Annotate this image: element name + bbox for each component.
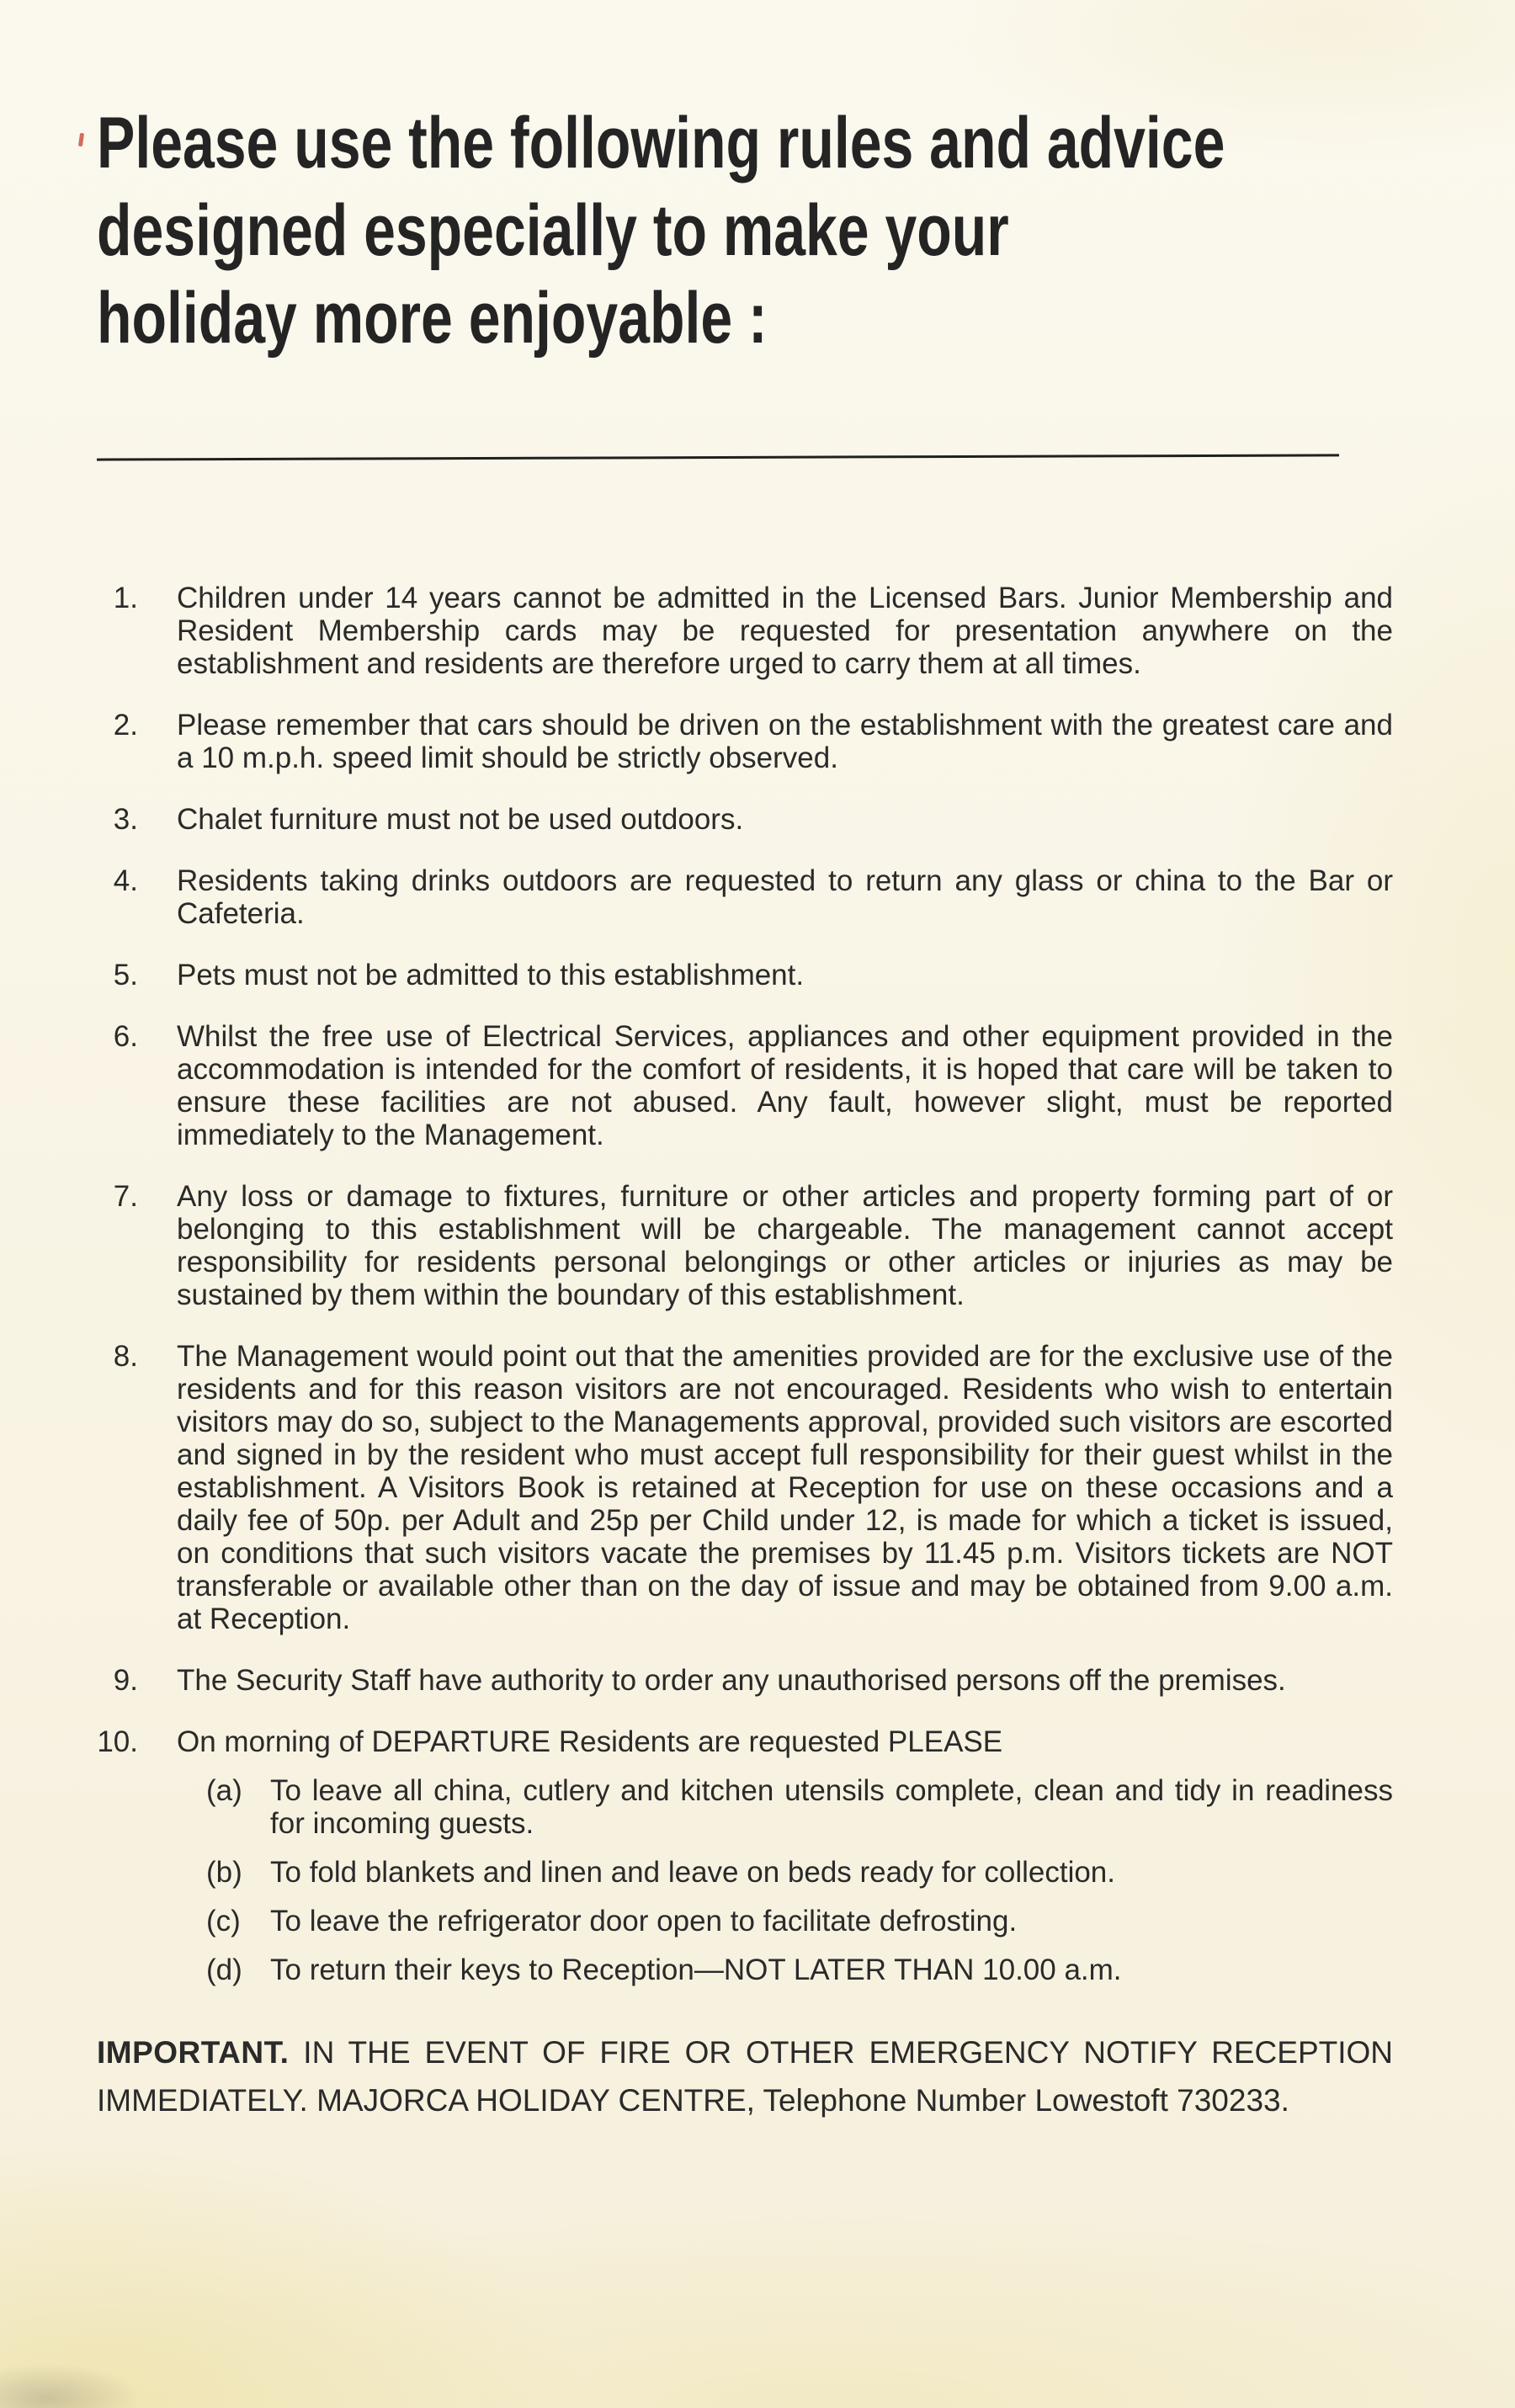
rule-item-1 [97, 582, 1393, 680]
rule-number: 10. [97, 1725, 138, 1758]
important-label: IMPORTANT. [97, 2035, 290, 2070]
page-title-line-1: Please use the following rules and advice [97, 103, 1225, 183]
rule-number: 5. [113, 959, 138, 991]
rule-text: Any loss or damage to fixtures, furniture or other articles and property forming part of or belonging to this establishment will be chargeable. The management cannot accept responsibility for residents personal belongings or other articles or injuries as may be sustained by them within the boundary of this establishment. [177, 1180, 1393, 1311]
rule-text: Please remember that cars should be driven on the establishment with the greatest care and a 10 m.p.h. speed limit should be strictly observed. [177, 709, 1393, 774]
subitem-label: (a) [206, 1774, 242, 1807]
rules-list [97, 582, 1393, 1986]
rule-text: On morning of DEPARTURE Residents are requested PLEASE [177, 1725, 1003, 1758]
rule-number: 4. [113, 864, 138, 897]
rule-number: 3. [113, 803, 138, 836]
subitem-text: To leave the refrigerator door open to facilitate defrosting. [270, 1905, 1018, 1938]
subitem-text: To return their keys to Reception—NOT LATER THAN 10.00 a.m. [270, 1954, 1122, 1986]
rule-text: Residents taking drinks outdoors are requested to return any glass or china to the Bar or Cafeteria. [177, 864, 1393, 930]
rule-item-5 [97, 959, 1393, 991]
rule-text: Whilst the free use of Electrical Services, appliances and other equipment provided in the accommodation is intended for the comfort of residents, it is hoped that care will be taken to ensure these facilities are not abused. Any fault, however slight, must be reported immediately to the Management. [177, 1020, 1393, 1151]
subitem-label: (d) [206, 1954, 242, 1986]
subitem-label: (b) [206, 1856, 242, 1889]
rule-item-6 [97, 1020, 1393, 1151]
important-text: IN THE EVENT OF FIRE OR OTHER EMERGENCY NOTIFY RECEPTION IMMEDIATELY. MAJORCA HOLIDAY CENTRE, Telephone Number Lowestoft 730233. [97, 2035, 1394, 2118]
rule-number: 7. [113, 1180, 138, 1213]
rule-text: Chalet furniture must not be used outdoors. [177, 803, 744, 836]
rule-item-8 [97, 1340, 1393, 1635]
subitem-text: To fold blankets and linen and leave on beds ready for collection. [270, 1856, 1115, 1889]
rule-10-subitem-c [206, 1905, 1393, 1938]
subitem-text: To leave all china, cutlery and kitchen utensils complete, clean and tidy in readiness for incoming guests. [270, 1774, 1393, 1840]
scan-artifact-red-mark [78, 133, 84, 147]
rule-10-subitem-d [206, 1954, 1393, 1986]
rule-item-10 [97, 1725, 1393, 1986]
rule-number: 1. [113, 582, 138, 614]
rule-10-body [177, 1725, 1393, 1986]
rule-10-subitem-a [206, 1774, 1393, 1840]
rule-text: The Management would point out that the amenities provided are for the exclusive use of the residents and for this reason visitors are not encouraged. Residents who wish to entertain visitors may do so, subject to the Managements approval, provided such visitors are escorted and signed in by the resident who must accept full responsibility for their guest whilst in the establishment. A Visitors Book is retained at Reception for use on these occasions and a daily fee of 50p. per Adult and 25p per Child under 12, is made for which a ticket is issued, on conditions that such visitors vacate the premises by 11.45 p.m. Visitors tickets are NOT transferable or available other than on the day of issue and may be obtained from 9.00 a.m. at Reception. [177, 1340, 1393, 1635]
rule-text: Pets must not be admitted to this establishment. [177, 959, 805, 991]
subitem-label: (c) [206, 1905, 241, 1938]
rule-item-3 [97, 803, 1393, 836]
rule-number: 6. [113, 1020, 138, 1053]
rule-item-7 [97, 1180, 1393, 1311]
page-title [97, 99, 1393, 362]
rule-number: 2. [113, 709, 138, 742]
important-notice [97, 2028, 1393, 2124]
rule-item-9 [97, 1664, 1393, 1697]
page-title-line-2: designed especially to make your [97, 190, 1009, 271]
rule-10-subitem-b [206, 1856, 1393, 1889]
rule-item-2 [97, 709, 1393, 774]
title-divider [97, 454, 1339, 460]
rule-text: Children under 14 years cannot be admitted in the Licensed Bars. Junior Membership and Resident Membership cards may be requested for presentation anywhere on the establishment and residents are therefore urged to carry them at all times. [177, 582, 1393, 680]
rule-item-4 [97, 864, 1393, 930]
rule-number: 8. [113, 1340, 138, 1373]
rule-text: The Security Staff have authority to order any unauthorised persons off the premises. [177, 1664, 1286, 1697]
page-title-line-3: holiday more enjoyable : [97, 278, 768, 359]
rule-number: 9. [113, 1664, 138, 1697]
